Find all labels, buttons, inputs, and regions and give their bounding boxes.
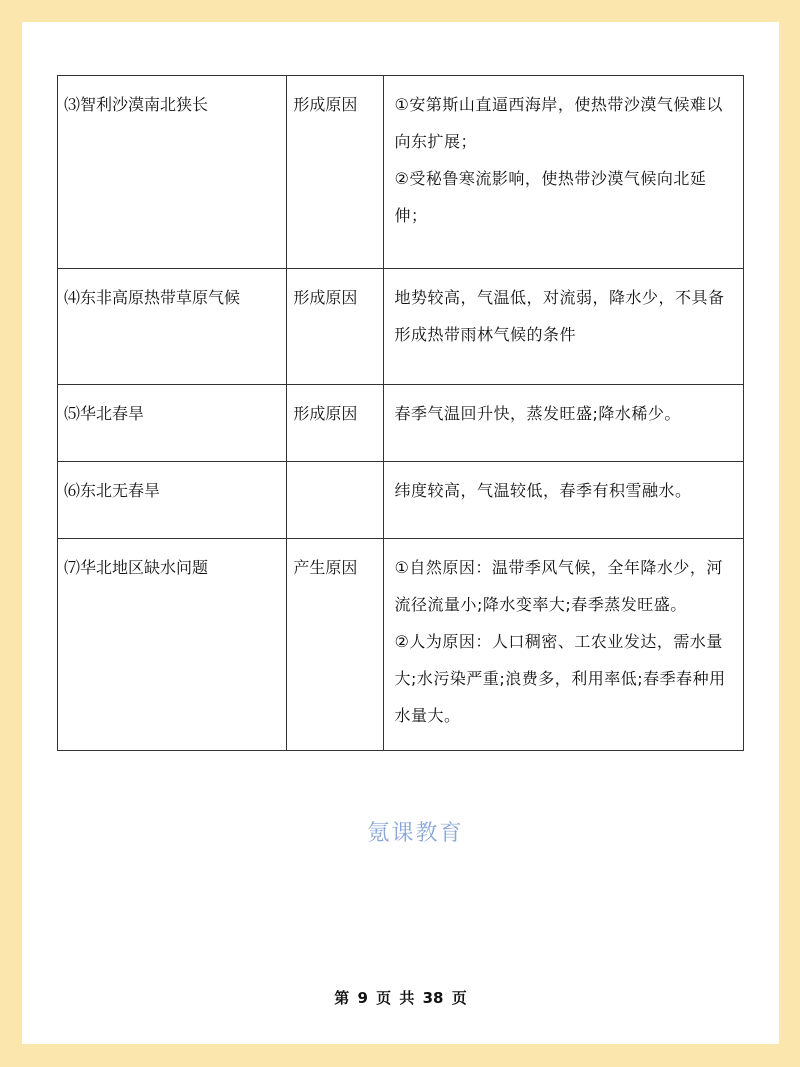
type-cell: 形成原因 — [287, 269, 384, 385]
table-row — [58, 462, 744, 539]
type-cell: 形成原因 — [287, 76, 384, 269]
content-cell — [384, 76, 744, 269]
type-cell: 产生原因 — [287, 539, 384, 751]
content-line: ①安第斯山直逼西海岸，使热带沙漠气候难以向东扩展； — [394, 95, 723, 151]
content-line: 地势较高，气温低，对流弱，降水少，不具备形成热带雨林气候的条件 — [394, 288, 725, 344]
document-page — [22, 22, 779, 1044]
content-line: 纬度较高，气温较低，春季有积雪融水。 — [394, 481, 692, 500]
type-cell: 形成原因 — [287, 385, 384, 462]
topic-cell: ⑸华北春旱 — [58, 385, 287, 462]
table-row — [58, 76, 744, 269]
page-number-footer: 第 9 页 共 38 页 — [334, 989, 467, 1007]
content-line: 春季气温回升快，蒸发旺盛;降水稀少。 — [394, 404, 681, 423]
content-cell — [384, 462, 744, 539]
table-row — [58, 385, 744, 462]
topic-cell: ⑺华北地区缺水问题 — [58, 539, 287, 751]
topic-cell: ⑹东北无春旱 — [58, 462, 287, 539]
type-cell — [287, 462, 384, 539]
content-cell — [384, 385, 744, 462]
topic-cell: ⑷东非高原热带草原气候 — [58, 269, 287, 385]
topic-cell: ⑶智利沙漠南北狭长 — [58, 76, 287, 269]
table-row — [58, 539, 744, 751]
content-line: ②人为原因：人口稠密、工农业发达，需水量大;水污染严重;浪费多，利用率低;春季春种用水量大。 — [394, 632, 726, 725]
geography-table — [57, 75, 744, 751]
table-row — [58, 269, 744, 385]
content-line: ②受秘鲁寒流影响，使热带沙漠气候向北延伸； — [394, 169, 707, 225]
content-cell — [384, 539, 744, 751]
watermark: 氪课教育 — [367, 821, 464, 846]
content-cell — [384, 269, 744, 385]
content-line: ①自然原因：温带季风气候，全年降水少，河流径流量小;降水变率大;春季蒸发旺盛。 — [394, 558, 723, 614]
